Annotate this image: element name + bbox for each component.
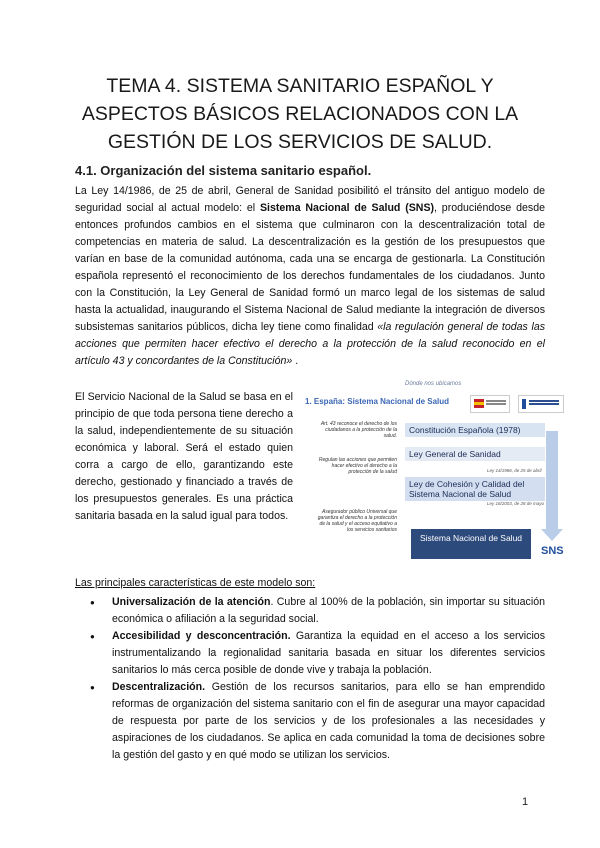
intro-paragraph (75, 183, 545, 370)
document-title (60, 72, 540, 156)
figure-title: 1. España: Sistema Nacional de Salud (305, 397, 450, 406)
figure-top-label: Dónde nos ubicamos (405, 381, 462, 387)
section-heading: 4.1. Organización del sistema sanitario español. (75, 163, 372, 178)
feature-text: Garantiza la equidad en el acceso a los servicios instrumentalizando la regionalidad sanitaria basada en situar los diferentes servicios sanitarios lo más cerca posible de donde vive y trabaja la población. (112, 630, 545, 676)
figure-sublabel: Ley 14/1986, de 25 de abril (487, 468, 542, 473)
title-line: TEMA 4. SISTEMA SANITARIO ESPAÑOL Y (106, 75, 494, 97)
figure-note: Asegurador público Universal que garantiza el derecho a la protección de la salud y el acceso equitativo a los servicios sanitarios (317, 509, 397, 533)
list-heading: Las principales características de este modelo son: (75, 577, 316, 589)
figure-box: Constitución Española (1978) (405, 423, 545, 437)
sns-diagram (305, 381, 578, 571)
intro-quote: «la regulación general de todas las acciones que permiten hacer efectivo el derecho a la protección de la salud reconocido en el artículo 43 y concordantes de la Constitución» (75, 321, 546, 367)
features-list (90, 594, 545, 764)
feature-text: . Cubre al 100% de la población, sin importar su situación económica o afiliación a la seguridad social. (112, 596, 545, 625)
quality-plan-logo (518, 395, 564, 413)
side-paragraph: El Servicio Nacional de la Salud se basa en el principio de que toda persona tiene derecho a la salud, independientemente de su situación económica y laboral. Será el estado quien corra a cargo de ello, garantizando este derecho, gestionado y financiado a través de los presupuestos generales. Es una práctica sanitaria basada en la salud igual para todos. (75, 391, 293, 522)
title-line: GESTIÓN DE LOS SERVICIOS DE SALUD. (107, 131, 493, 153)
list-item (90, 628, 545, 679)
figure-note: Art. 43 reconoce el derecho de los ciudadanos a la protección de la salud. (320, 421, 397, 439)
arrowhead-icon (541, 529, 563, 541)
feature-text: Gestión de los recursos sanitarios, para ello se han emprendido reformas de organización del sistema sanitario con el fin de asegurar una mayor capacidad de respuesta por parte de los servicios y de los profesionales a las necesidades y aspiraciones de los ciudadanos. Se aplica en cada comunidad la toma de decisiones sobre la gestión del gasto y en qué modo se utilizan los servicios. (112, 681, 545, 761)
intro-text: . (292, 355, 299, 367)
page-number: 1 (522, 796, 529, 808)
sns-label: SNS (541, 545, 564, 557)
figure-box: Ley General de Sanidad (405, 447, 545, 461)
down-arrow-icon (546, 431, 558, 531)
list-item (90, 679, 545, 764)
figure-sublabel: Ley 16/2003, de 28 de mayo (487, 501, 545, 506)
government-logo (470, 395, 510, 413)
figure-box: Ley de Cohesión y Calidad del Sistema Nacional de Salud (405, 477, 545, 501)
feature-title: Descentralización. (112, 681, 206, 693)
feature-title: Accesibilidad y desconcentración. (112, 630, 291, 642)
intro-bold: Sistema Nacional de Salud (SNS) (259, 202, 435, 214)
figure-final-box: Sistema Nacional de Salud (411, 529, 531, 559)
feature-title: Universalización de la atención (112, 596, 271, 608)
intro-text: La Ley 14/1986, de 25 de abril, General de Sanidad posibilitó el tránsito del antiguo modelo de seguridad social al actual modelo: el (75, 185, 545, 214)
figure-note: Regulan las acciones que permiten hacer efectivo el derecho a la protección de la salud (318, 457, 397, 475)
title-line: ASPECTOS BÁSICOS RELACIONADOS CON LA (81, 103, 519, 125)
list-item (90, 594, 545, 628)
intro-text: , produciéndose desde entonces profundos cambios en el sistema que culminaron con la descentralización total de competencias en materia de salud. La descentralización es la gestión de los presupuestos que varían en base de la comunidad autónoma, cada una se encarga de gestionarla. La Constitución española representó el reconocimiento de los derechos fundamentales de los ciudadanos. Junto con la Constitución, la Ley General de Sanidad formó un marco legal de los sistemas de salud hasta la actualidad, inaugurando el Sistema Nacional de Salud mediante la integración de diversos subsistemas sanitarios públicos, dicha ley tiene como finalidad (75, 202, 545, 333)
